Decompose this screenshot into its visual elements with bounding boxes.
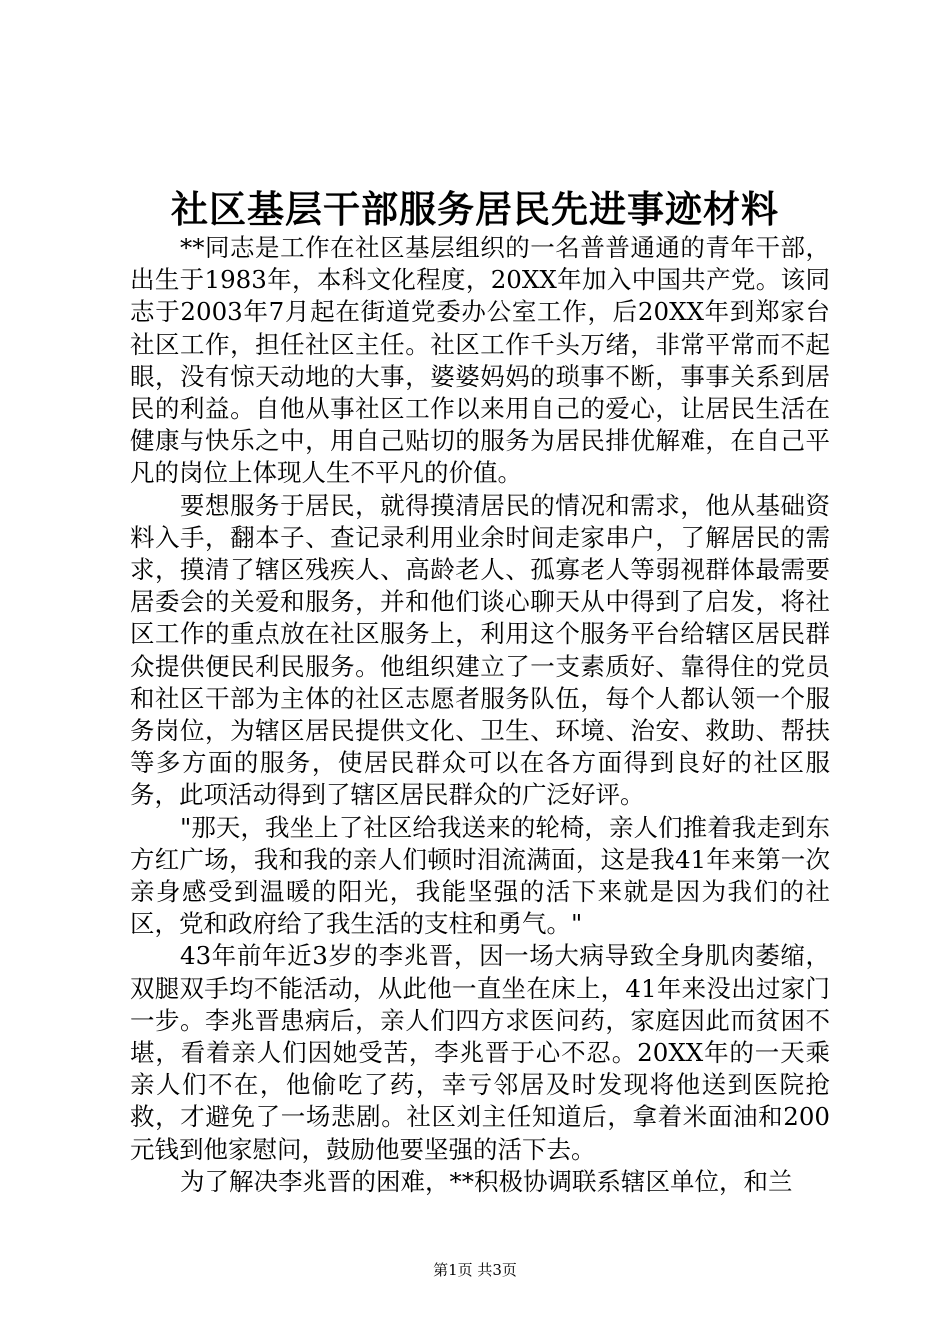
- paragraph: **同志是工作在社区基层组织的一名普普通通的青年干部，出生于1983年，本科文化程度，20XX年加入中国共产党。该同志于2003年7月起在街道党委办公室工作，后20XX年到郑家台社区工作，担任社区主任。社区工作千头万绪，非常平常而不起眼，没有惊天动地的大事，婆婆妈妈的琐事不断，事事关系到居民的利益。自他从事社区工作以来用自己的爱心，让居民生活在健康与快乐之中，用自己贴切的服务为居民排优解难，在自己平凡的岗位上体现人生不平凡的价值。: [130, 233, 830, 488]
- paragraph: 为了解决李兆晋的困难，**积极协调联系辖区单位，和兰: [180, 1166, 793, 1196]
- paragraph: 43年前年近3岁的李兆晋，因一场大病导致全身肌肉萎缩，双腿双手均不能活动，从此他一直坐在床上，41年来没出过家门一步。李兆晋患病后，亲人们四方求医问药，家庭因此而贫困不堪，看着亲人们因她受苦，李兆晋于心不忍。20XX年的一天乘亲人们不在，他偷吃了药，幸亏邻居及时发现将他送到医院抢救，才避免了一场悲剧。社区刘主任知道后，拿着米面油和200元钱到他家慰问，鼓励他要坚强的活下去。: [130, 941, 830, 1164]
- document-body: [130, 232, 830, 1198]
- document-title: 社区基层干部服务居民先进事迹材料: [171, 187, 779, 231]
- paragraph: "那天，我坐上了社区给我送来的轮椅，亲人们推着我走到东方红广场，我和我的亲人们顿时泪流满面，这是我41年来第一次亲身感受到温暖的阳光，我能坚强的活下来就是因为我们的社区，党和政府给了我生活的支柱和勇气。": [130, 812, 830, 939]
- page-number-footer: 第1页 共3页: [433, 1261, 517, 1279]
- paragraph: 要想服务于居民，就得摸清居民的情况和需求，他从基础资料入手，翻本子、查记录利用业余时间走家串户，了解居民的需求，摸清了辖区残疾人、高龄老人、孤寡老人等弱视群体最需要居委会的关爱和服务，并和他们谈心聊天从中得到了启发，将社区工作的重点放在社区服务上，利用这个服务平台给辖区居民群众提供便民利民服务。他组织建立了一支素质好、靠得住的党员和社区干部为主体的社区志愿者服务队伍，每个人都认领一个服务岗位，为辖区居民提供文化、卫生、环境、治安、救助、帮扶等多方面的服务，使居民群众可以在各方面得到良好的社区服务，此项活动得到了辖区居民群众的广泛好评。: [130, 490, 830, 810]
